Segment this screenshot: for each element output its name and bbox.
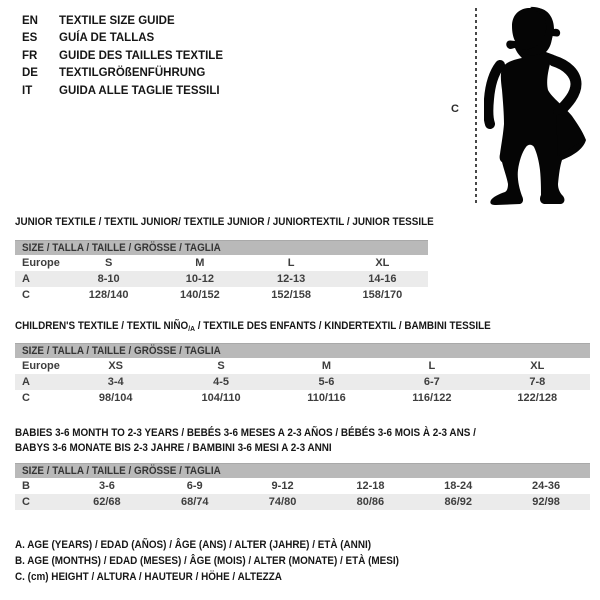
table-cell: L [428,360,436,372]
size-header-label: SIZE / TALLA / TAILLE / GRÖSSE / TAGLIA [22,345,221,357]
table-cell: 24-36 [532,480,561,492]
row-label: A [15,271,63,287]
lang-title: GUIDA ALLE TAGLIE TESSILI [59,84,220,97]
table-cell: 3-6 [98,480,115,492]
table-cell: 14-16 [337,271,428,287]
table-cell: 140/152 [179,289,220,301]
baby-silhouette-image [484,2,596,210]
table-row [15,255,428,271]
size-header-label: SIZE / TALLA / TAILLE / GRÖSSE / TAGLIA [22,242,221,254]
row-label: C [22,289,30,301]
junior-section-title [15,215,480,230]
lang-row-de [22,65,223,83]
table-cell: 6-7 [379,374,484,390]
lang-code: DE [22,67,38,80]
children-title-text-2: / TEXTILE DES ENFANTS / KINDERTEXTIL / BAMBINI TESSILE [194,320,491,332]
table-cell: 8-10 [63,271,154,287]
table-cell: 80/86 [326,494,414,510]
footnote-a-text: A. AGE (YEARS) / EDAD (AÑOS) / ÂGE (ANS) / ALTER (JAHRE) / ETÀ (ANNI) [15,539,372,551]
table-cell: 6-9 [186,480,203,492]
table-header-bar [15,464,590,479]
table-header-bar [15,241,428,256]
table-cell: 86/92 [414,494,502,510]
table-cell: 128/140 [88,289,129,301]
table-cell: 98/104 [98,392,133,404]
lang-title: TEXTILE SIZE GUIDE [59,14,175,27]
babies-section-title [15,426,527,456]
table-cell: 4-5 [168,374,273,390]
table-row [15,478,590,494]
lang-title: GUIDE DES TAILLES TEXTILE [59,49,223,62]
junior-title-text: JUNIOR TEXTILE / TEXTIL JUNIOR/ TEXTILE JUNIOR / JUNIORTEXTIL / JUNIOR TESSILE [15,216,434,228]
table-cell: 116/122 [412,392,452,404]
footnote-b-text: B. AGE (MONTHS) / EDAD (MESES) / ÂGE (MOIS) / ALTER (MONATE) / ETÀ (MESI) [15,555,399,567]
table-cell: 152/158 [271,289,311,301]
row-label: C [22,392,30,404]
children-title-subscript: /A [188,324,195,333]
height-dashed-line [475,8,477,206]
table-cell: M [195,257,205,269]
table-cell: XL [375,257,390,269]
footnote-c-text: C. (cm) HEIGHT / ALTURA / HAUTEUR / HÖHE / ALTEZZA [15,571,282,583]
lang-code: FR [22,49,38,62]
table-cell: S [104,257,113,269]
table-cell: 92/98 [502,494,590,510]
table-cell: 12-13 [246,271,337,287]
table-cell [15,464,590,479]
height-measure-label: C [451,103,459,115]
children-title-text: CHILDREN'S TEXTILE / TEXTIL NIÑO [15,320,189,332]
lang-title: TEXTILGRÖßENFÜHRUNG [59,67,206,80]
row-label: B [22,480,30,492]
lang-row-fr [22,47,223,65]
table-cell: 18-24 [444,480,473,492]
size-header-label: SIZE / TALLA / TAILLE / GRÖSSE / TAGLIA [22,465,221,477]
row-label: A [15,374,63,390]
table-cell [15,241,428,256]
row-label: Europe [22,360,60,372]
table-cell: 74/80 [239,494,327,510]
table-row [15,271,428,287]
table-cell: 110/116 [307,392,346,404]
table-row [15,374,590,390]
table-cell: 122/128 [517,392,558,404]
table-cell: XL [530,360,545,372]
lang-row-es [22,30,223,48]
children-size-table [15,343,590,406]
junior-size-table [15,240,428,303]
lang-row-it [22,82,223,100]
table-row [15,358,590,374]
lang-row-en [22,12,223,30]
row-label: Europe [22,257,60,269]
table-cell: 62/68 [63,494,151,510]
table-cell: 3-4 [63,374,168,390]
children-section-title [15,319,544,336]
table-header-bar [15,344,590,359]
lang-code: EN [22,14,38,27]
table-cell: XS [108,360,124,372]
table-cell: M [321,360,332,372]
babies-title-line2: BABYS 3-6 MONATE BIS 2-3 JAHRE / BAMBINI 3-6 MESI A 2-3 ANNI [15,442,332,454]
table-row [15,287,428,303]
table-cell: 7-8 [485,374,590,390]
footnote-b [15,553,442,569]
table-cell: 158/170 [362,289,403,301]
table-cell: 68/74 [151,494,239,510]
table-row [15,390,590,406]
table-cell: 10-12 [154,271,245,287]
table-cell: L [287,257,295,269]
lang-code: ES [22,32,38,45]
legend-footnotes [15,537,442,585]
table-cell: 5-6 [274,374,379,390]
babies-size-table [15,463,590,510]
footnote-c [15,569,442,585]
table-cell: 12-18 [356,480,385,492]
table-cell: 104/110 [201,392,241,404]
footnote-a [15,537,442,553]
table-cell [15,344,590,359]
lang-code: IT [22,84,33,97]
language-title-list [22,12,223,100]
lang-title: GUÍA DE TALLAS [59,32,155,45]
table-cell: S [217,360,225,372]
table-cell: 9-12 [271,480,294,492]
row-label: C [15,494,63,510]
table-row [15,494,590,510]
babies-title-line1: BABIES 3-6 MONTH TO 2-3 YEARS / BEBÉS 3-6 MESES A 2-3 AÑOS / BÉBÉS 3-6 MOIS À 2-3 ANS / [15,427,476,439]
